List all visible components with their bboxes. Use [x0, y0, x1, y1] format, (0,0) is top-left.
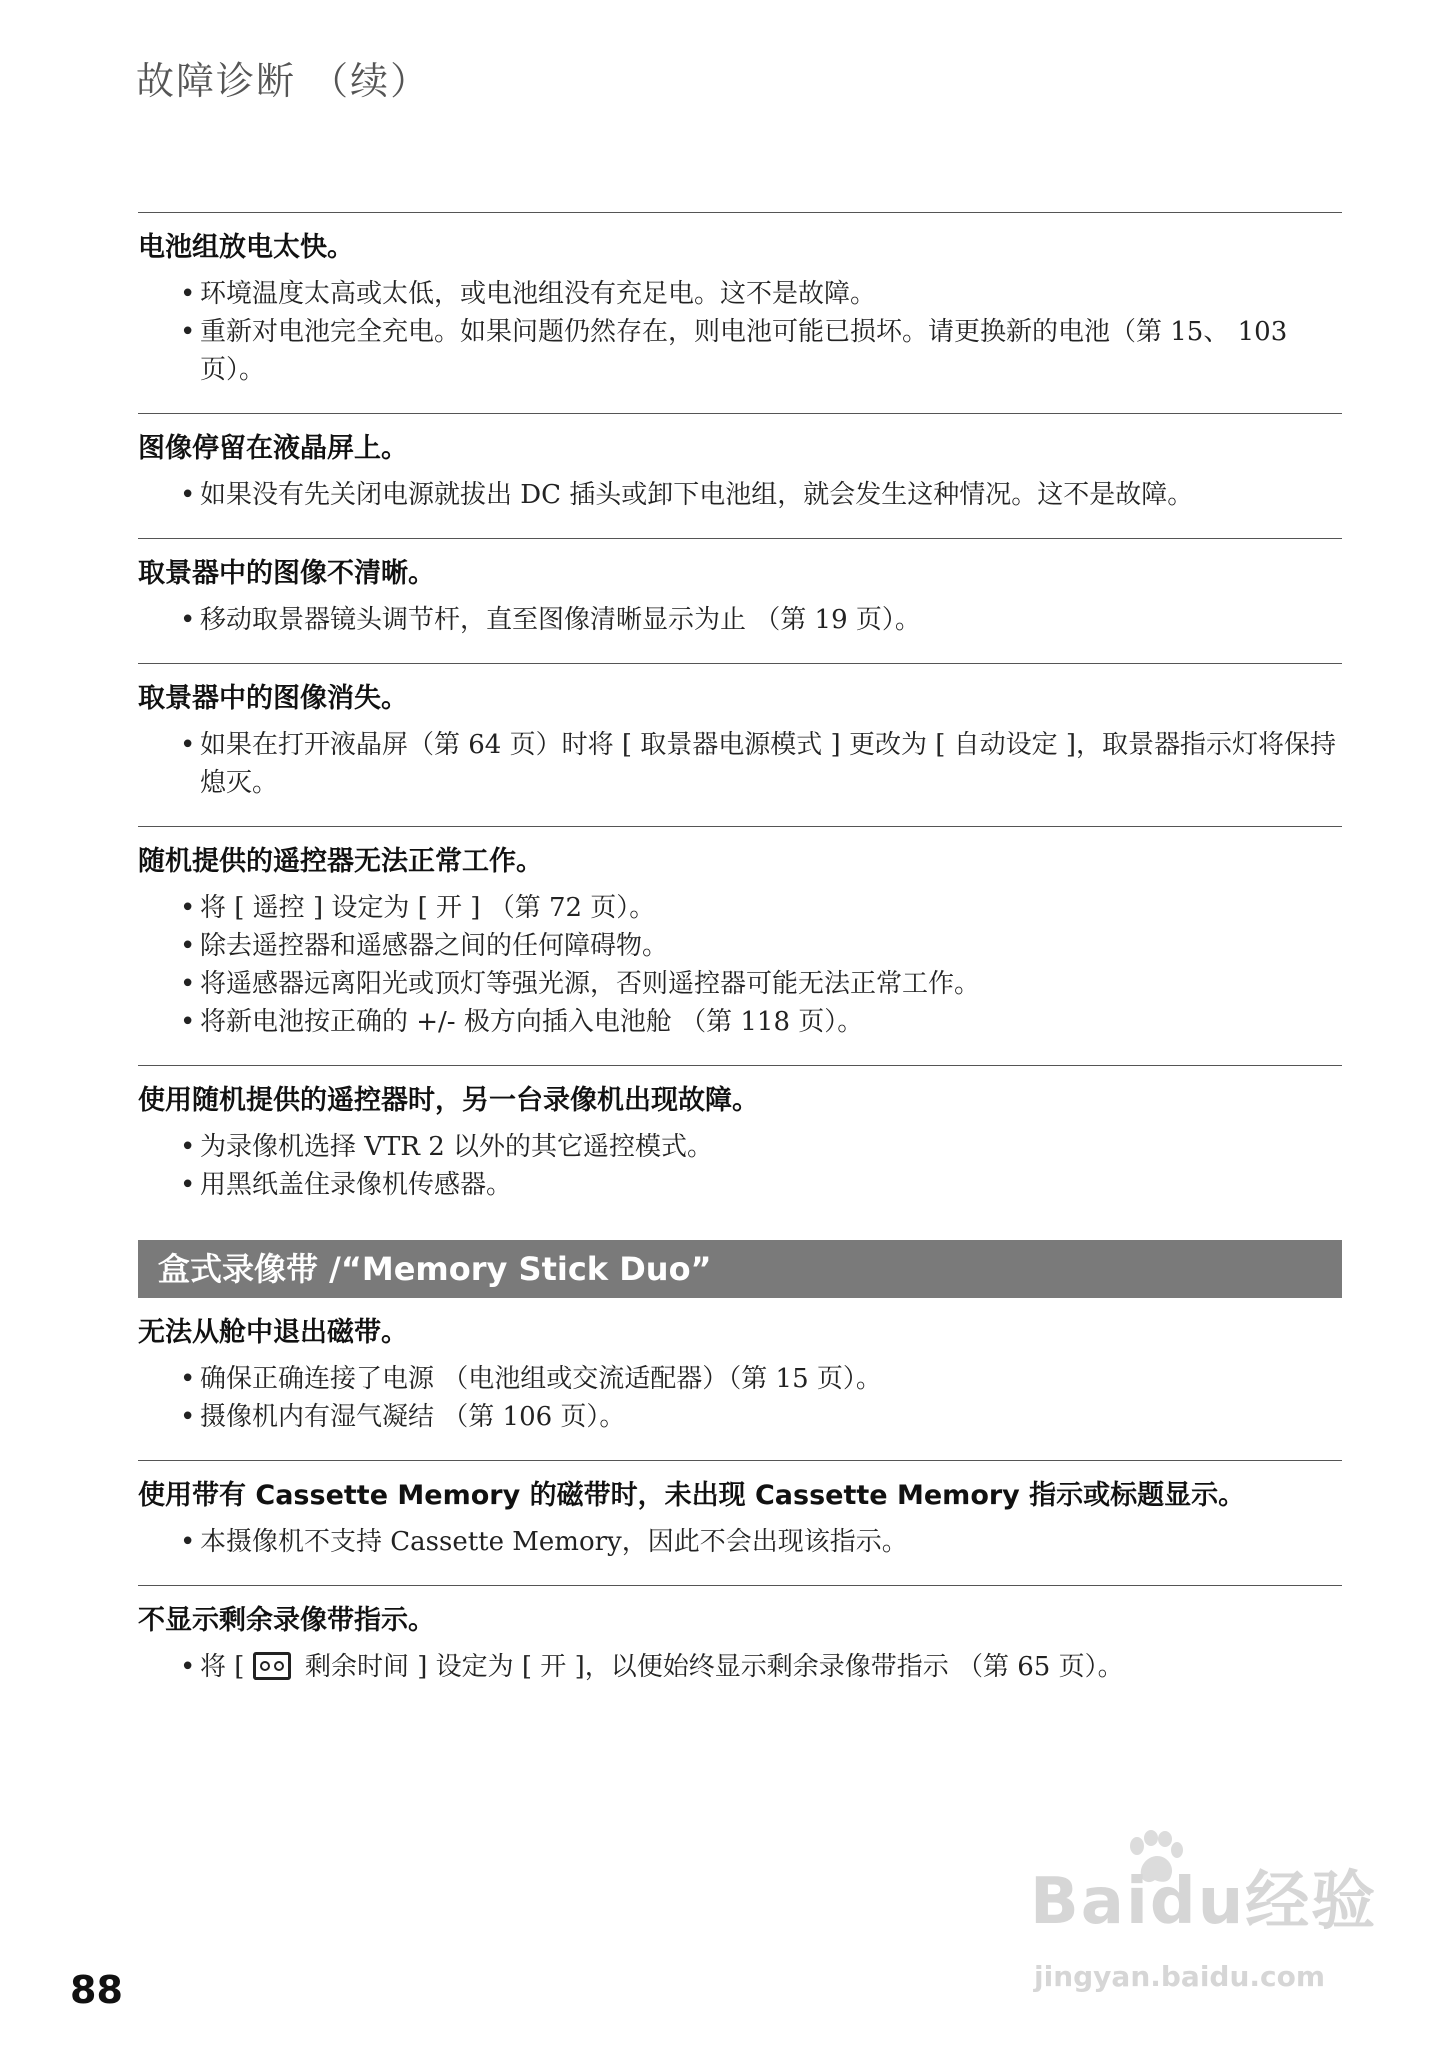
- answer-list: [138, 1523, 1342, 1561]
- section-band-title: 盒式录像带 /“Memory Stick Duo”: [138, 1240, 1342, 1298]
- list-item: • 摄像机内有湿气凝结 （第 106 页）。: [200, 1398, 1342, 1436]
- list-item: • 移动取景器镜头调节杆，直至图像清晰显示为止 （第 19 页）。: [200, 601, 1342, 639]
- section-remote-vcr: [138, 1065, 1342, 1228]
- section-viewfinder-blur: [138, 538, 1342, 663]
- watermark: [1030, 1850, 1377, 1993]
- answer-list: [138, 1648, 1342, 1686]
- answer-list: [138, 889, 1342, 1041]
- question-title: 图像停留在液晶屏上。: [138, 433, 408, 464]
- list-item: • 将 [ 遥控 ] 设定为 [ 开 ] （第 72 页）。: [200, 889, 1342, 927]
- item-prefix: 将 [: [200, 1652, 245, 1682]
- list-item: • 环境温度太高或太低，或电池组没有充足电。这不是故障。: [200, 275, 1342, 313]
- question-title: 使用随机提供的遥控器时，另一台录像机出现故障。: [138, 1085, 759, 1116]
- question-title: 随机提供的遥控器无法正常工作。: [138, 846, 543, 877]
- item-suffix: 剩余时间 ] 设定为 [ 开 ]，以便始终显示剩余录像带指示 （第 65 页）。: [304, 1652, 1124, 1682]
- answer-list: [138, 275, 1342, 389]
- list-item: • 如果在打开液晶屏（第 64 页）时将 [ 取景器电源模式 ] 更改为 [ 自动设定 ]，取景器指示灯将保持熄灭。: [200, 726, 1342, 802]
- list-item: • 如果没有先关闭电源就拔出 DC 插头或卸下电池组，就会发生这种情况。这不是故障。: [200, 476, 1342, 514]
- answer-list: [138, 1360, 1342, 1436]
- list-item: • 用黑纸盖住录像机传感器。: [200, 1166, 1342, 1204]
- list-item: • 为录像机选择 VTR 2 以外的其它遥控模式。: [200, 1128, 1342, 1166]
- question-title: 使用带有 Cassette Memory 的磁带时，未出现 Cassette Memory 指示或标题显示。: [138, 1480, 1246, 1511]
- section-remote: [138, 826, 1342, 1065]
- section-eject: [138, 1306, 1342, 1460]
- question-title: 电池组放电太快。: [138, 232, 354, 263]
- list-item: • 将新电池按正确的 +/- 极方向插入电池舱 （第 118 页）。: [200, 1003, 1342, 1041]
- question-title: 无法从舱中退出磁带。: [138, 1317, 408, 1348]
- page-header: 故障诊断 （续）: [136, 59, 431, 103]
- tape-icon: [253, 1652, 291, 1680]
- list-item: • 本摄像机不支持 Cassette Memory，因此不会出现该指示。: [200, 1523, 1342, 1561]
- answer-list: [138, 601, 1342, 639]
- list-item: • 除去遥控器和遥感器之间的任何障碍物。: [200, 927, 1342, 965]
- watermark-url: jingyan.baidu.com: [1034, 1960, 1326, 1993]
- section-viewfinder-off: [138, 663, 1342, 826]
- section-lcd-image: [138, 413, 1342, 538]
- question-title: 不显示剩余录像带指示。: [138, 1605, 435, 1636]
- watermark-brand: Baidu经验: [1030, 1865, 1378, 1939]
- list-item: • 将遥感器远离阳光或顶灯等强光源，否则遥控器可能无法正常工作。: [200, 965, 1342, 1003]
- troubleshooting-content: [138, 212, 1342, 1710]
- list-item: • 确保正确连接了电源 （电池组或交流适配器）（第 15 页）。: [200, 1360, 1342, 1398]
- question-title: 取景器中的图像消失。: [138, 683, 408, 714]
- page-number: 88: [70, 1968, 123, 2012]
- section-remaining-tape: [138, 1585, 1342, 1710]
- section-battery: [138, 212, 1342, 413]
- section-cassette-memory: [138, 1460, 1342, 1585]
- list-item: • 重新对电池完全充电。如果问题仍然存在，则电池可能已损坏。请更换新的电池（第 15、 103 页）。: [200, 313, 1342, 389]
- answer-list: [138, 476, 1342, 514]
- answer-list: [138, 726, 1342, 802]
- question-title: 取景器中的图像不清晰。: [138, 558, 435, 589]
- answer-list: [138, 1128, 1342, 1204]
- list-item: [200, 1648, 1342, 1686]
